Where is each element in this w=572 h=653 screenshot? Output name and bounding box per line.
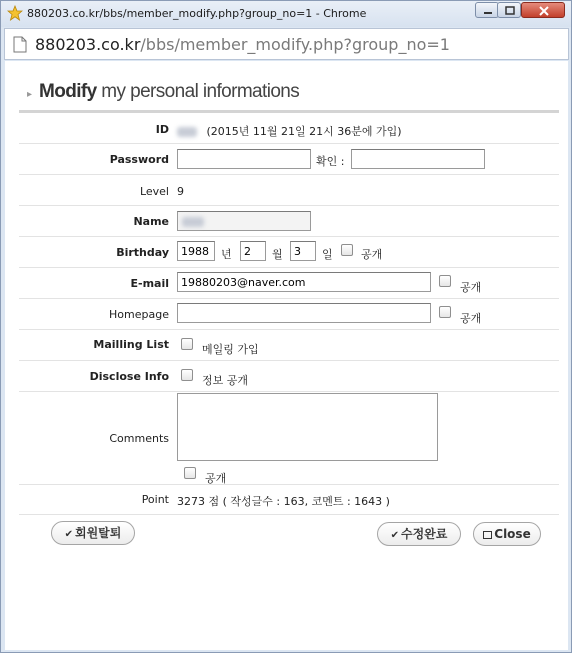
password-input[interactable] xyxy=(177,149,311,169)
check-icon: ✔ xyxy=(390,530,399,541)
point-label: Point xyxy=(141,493,169,506)
email-public-checkbox[interactable] xyxy=(439,275,451,287)
page-icon xyxy=(13,36,27,56)
birthday-public-checkbox[interactable] xyxy=(341,244,353,256)
star-icon xyxy=(7,5,23,21)
homepage-public-checkbox[interactable] xyxy=(439,306,451,318)
mailing-option-label: 메일링 가입 xyxy=(202,343,259,356)
url-host: 880203.co.kr xyxy=(35,35,141,54)
homepage-input[interactable] xyxy=(177,303,431,323)
birth-month-input[interactable] xyxy=(240,241,266,261)
row-email xyxy=(19,268,559,299)
window-icon xyxy=(483,531,492,539)
close-window-button[interactable] xyxy=(521,2,565,18)
address-bar[interactable] xyxy=(4,28,569,60)
id-join-date: (2015년 11월 21일 21시 36분에 가입) xyxy=(206,125,402,138)
comments-public-label: 공개 xyxy=(205,472,227,485)
row-id xyxy=(19,115,559,144)
email-public-label: 공개 xyxy=(460,281,482,294)
name-label: Name xyxy=(133,215,169,228)
comments-label: Comments xyxy=(109,432,169,445)
heading-arrow-icon: ▸ xyxy=(27,89,33,100)
page-content xyxy=(5,61,568,650)
mailing-label: Mailling List xyxy=(93,338,169,351)
birth-year-unit: 년 xyxy=(221,248,232,261)
level-label: Level xyxy=(139,185,169,198)
row-homepage xyxy=(19,299,559,330)
disclose-label: Disclose Info xyxy=(89,370,169,383)
row-mailing xyxy=(19,330,559,361)
minimize-button[interactable] xyxy=(475,2,499,18)
close-button[interactable] xyxy=(473,522,541,546)
withdraw-button[interactable] xyxy=(51,521,135,545)
birth-day-unit: 일 xyxy=(322,248,333,261)
point-value: 3273 점 ( 작성글수 : 163, 코멘트 : 1643 ) xyxy=(177,495,390,508)
title-bold: Modify xyxy=(39,81,97,102)
row-password xyxy=(19,144,559,175)
title-bar xyxy=(1,1,571,27)
id-label: ID xyxy=(155,123,169,136)
url-text xyxy=(35,35,450,54)
homepage-label: Homepage xyxy=(109,308,169,321)
row-birthday xyxy=(19,237,559,268)
submit-label: 수정완료 xyxy=(401,527,448,541)
birthday-label: Birthday xyxy=(116,246,169,259)
row-disclose xyxy=(19,361,559,392)
row-name xyxy=(19,206,559,237)
birth-month-unit: 월 xyxy=(272,248,283,261)
mailing-checkbox[interactable] xyxy=(181,338,193,350)
birth-year-input[interactable] xyxy=(177,241,215,261)
disclose-option-label: 정보 공개 xyxy=(202,374,249,387)
maximize-button[interactable] xyxy=(497,2,521,18)
comments-public-checkbox[interactable] xyxy=(184,467,196,479)
url-path: /bbs/member_modify.php?group_no=1 xyxy=(140,35,450,54)
close-label: Close xyxy=(494,527,531,541)
row-level xyxy=(19,175,559,206)
row-point xyxy=(19,485,559,515)
submit-button[interactable] xyxy=(377,522,461,546)
birthday-public-label: 공개 xyxy=(361,248,383,261)
page-title xyxy=(39,81,299,103)
close-icon xyxy=(522,3,566,19)
name-blurred xyxy=(182,217,204,227)
email-input[interactable] xyxy=(177,272,431,292)
page-heading xyxy=(19,79,559,113)
comments-textarea[interactable] xyxy=(177,393,438,461)
withdraw-label: 회원탈퇴 xyxy=(75,526,122,540)
row-comments xyxy=(19,392,559,485)
homepage-public-label: 공개 xyxy=(460,312,482,325)
email-label: E-mail xyxy=(130,277,169,290)
password-confirm-input[interactable] xyxy=(351,149,485,169)
maximize-icon xyxy=(498,3,522,19)
id-blurred xyxy=(177,127,197,137)
id-value xyxy=(177,123,402,139)
birth-day-input[interactable] xyxy=(290,241,316,261)
password-label: Password xyxy=(109,153,169,166)
title-rest: my personal informations xyxy=(96,81,300,102)
check-icon: ✔ xyxy=(64,529,73,540)
disclose-checkbox[interactable] xyxy=(181,369,193,381)
level-value: 9 xyxy=(177,185,184,198)
password-confirm-label: 확인 : xyxy=(316,155,345,168)
window-title: 880203.co.kr/bbs/member_modify.php?group_no=1 - Chrome xyxy=(27,7,367,20)
